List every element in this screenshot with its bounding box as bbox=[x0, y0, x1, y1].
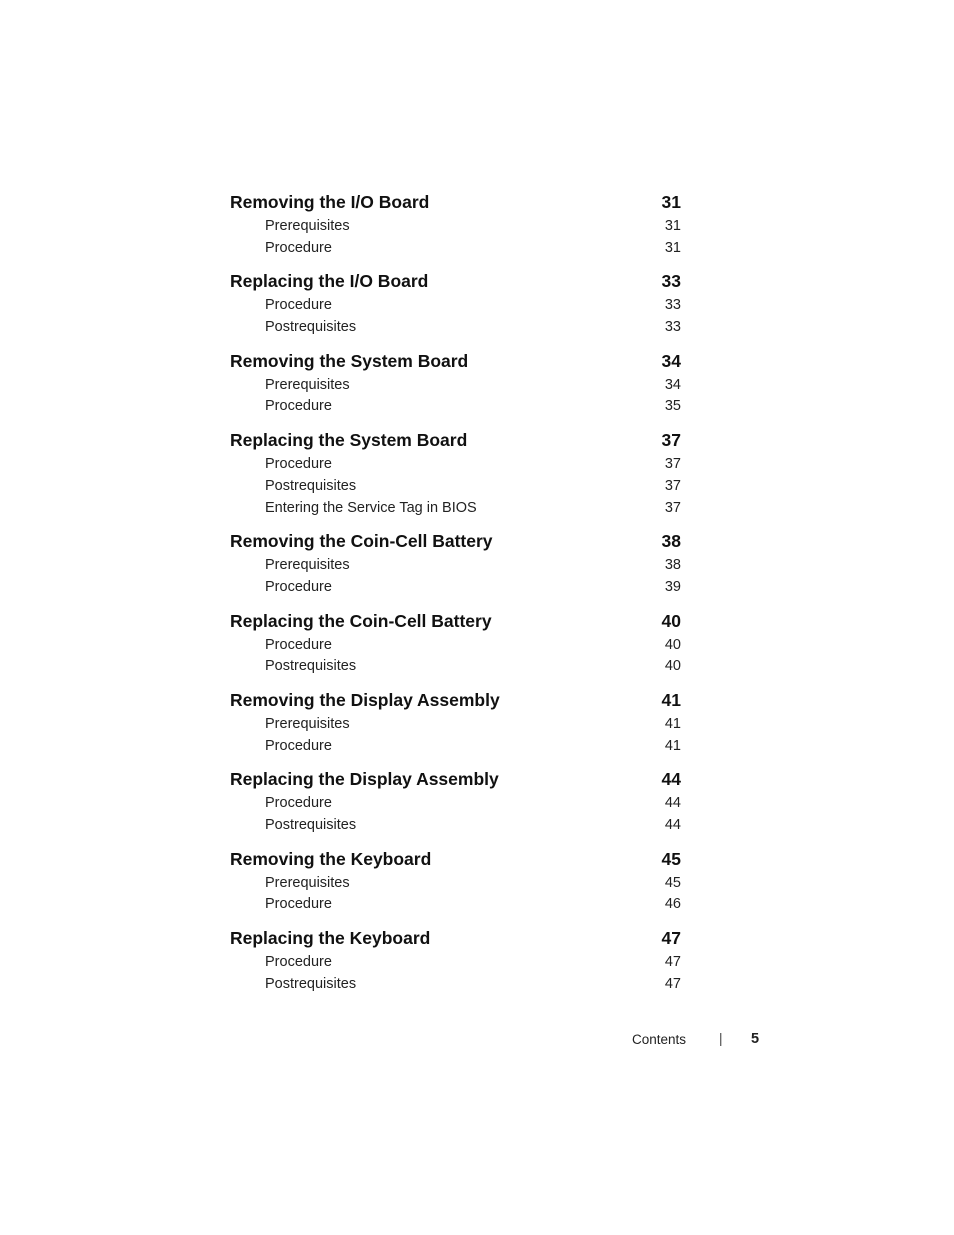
toc-entry[interactable] bbox=[230, 766, 681, 793]
toc-section bbox=[230, 766, 681, 836]
toc-entry-title: Replacing the Coin-Cell Battery bbox=[230, 610, 492, 631]
toc-subentry[interactable] bbox=[230, 238, 681, 260]
toc-subentry[interactable] bbox=[230, 635, 681, 657]
toc-subentry[interactable] bbox=[230, 317, 681, 339]
toc-entry-page: 45 bbox=[661, 848, 681, 869]
toc-subentry-page: 33 bbox=[664, 319, 681, 336]
toc-section bbox=[230, 925, 681, 995]
toc-entry-title: Replacing the Keyboard bbox=[230, 928, 431, 949]
footer-page-number: 5 bbox=[751, 1031, 760, 1047]
toc-subentry[interactable] bbox=[230, 498, 681, 520]
toc-subentry[interactable] bbox=[230, 873, 681, 895]
toc-subentry-label: Procedure bbox=[265, 954, 332, 971]
toc-subentry[interactable] bbox=[230, 974, 681, 996]
toc-entry[interactable] bbox=[230, 687, 681, 714]
toc-subentry-label: Prerequisites bbox=[265, 218, 350, 234]
toc-entry-title: Removing the I/O Board bbox=[230, 192, 430, 212]
toc-entry-page: 47 bbox=[661, 928, 681, 949]
toc-section bbox=[230, 189, 681, 259]
toc-subentry[interactable] bbox=[230, 793, 681, 815]
toc-section bbox=[230, 687, 681, 757]
toc-subentry[interactable] bbox=[230, 295, 681, 317]
toc-subentry-label: Prerequisites bbox=[265, 874, 350, 891]
toc-subentry[interactable] bbox=[230, 714, 681, 736]
toc-subentry-page: 41 bbox=[664, 715, 681, 732]
toc-subentry[interactable] bbox=[230, 375, 681, 397]
toc-section bbox=[230, 608, 681, 678]
toc-entry[interactable] bbox=[230, 348, 681, 375]
toc-entry-page: 37 bbox=[661, 430, 681, 451]
toc-entry[interactable] bbox=[230, 528, 681, 555]
toc-entry-title: Replacing the Display Assembly bbox=[230, 769, 499, 790]
footer-separator: | bbox=[719, 1031, 723, 1046]
toc-entry-page: 41 bbox=[661, 689, 681, 710]
toc-subentry-page: 35 bbox=[664, 398, 681, 415]
toc-entry-page: 34 bbox=[661, 350, 681, 371]
toc-subentry-page: 31 bbox=[664, 239, 681, 256]
toc-subentry[interactable] bbox=[230, 454, 681, 476]
toc-entry[interactable] bbox=[230, 846, 681, 873]
page-footer bbox=[632, 1030, 762, 1052]
toc-subentry-page: 37 bbox=[664, 499, 681, 516]
toc-entry-page: 31 bbox=[661, 192, 681, 212]
toc-subentry-page: 45 bbox=[664, 874, 681, 891]
toc-section bbox=[230, 348, 681, 418]
toc-entry-title: Removing the Keyboard bbox=[230, 848, 432, 869]
toc-subentry[interactable] bbox=[230, 952, 681, 974]
toc-subentry-label: Prerequisites bbox=[265, 715, 350, 732]
toc-section bbox=[230, 846, 681, 916]
toc-subentry-label: Procedure bbox=[265, 456, 332, 473]
toc-entry[interactable] bbox=[230, 925, 681, 952]
toc-subentry-page: 37 bbox=[664, 477, 681, 494]
toc-entry[interactable] bbox=[230, 189, 681, 216]
toc-subentry-page: 40 bbox=[664, 658, 681, 675]
toc-section bbox=[230, 268, 681, 338]
toc-subentry[interactable] bbox=[230, 894, 681, 916]
toc-subentry[interactable] bbox=[230, 577, 681, 599]
toc-subentry-label: Procedure bbox=[265, 896, 332, 913]
toc-subentry[interactable] bbox=[230, 736, 681, 758]
toc-subentry-label: Entering the Service Tag in BIOS bbox=[265, 499, 477, 516]
toc-subentry-label: Postrequisites bbox=[265, 477, 357, 494]
toc-subentry-label: Procedure bbox=[265, 795, 332, 812]
toc-subentry[interactable] bbox=[230, 555, 681, 577]
toc-entry-page: 44 bbox=[661, 769, 681, 790]
footer-section-label: Contents bbox=[632, 1032, 687, 1047]
toc-subentry-label: Postrequisites bbox=[265, 319, 357, 336]
toc-subentry-page: 34 bbox=[664, 376, 681, 393]
toc-subentry-page: 41 bbox=[664, 737, 681, 754]
toc-subentry-page: 39 bbox=[664, 578, 681, 595]
toc-section bbox=[230, 427, 681, 519]
toc-subentry-page: 46 bbox=[664, 896, 681, 913]
toc-subentry[interactable] bbox=[230, 476, 681, 498]
toc-subentry-page: 31 bbox=[664, 218, 681, 234]
toc-subentry-label: Procedure bbox=[265, 239, 332, 256]
toc-subentry-page: 47 bbox=[664, 954, 681, 971]
toc-subentry[interactable] bbox=[230, 656, 681, 678]
toc-entry-page: 33 bbox=[661, 271, 681, 292]
toc-subentry-label: Procedure bbox=[265, 737, 332, 754]
toc-entry[interactable] bbox=[230, 268, 681, 295]
toc-subentry[interactable] bbox=[230, 815, 681, 837]
toc-subentry-label: Procedure bbox=[265, 578, 332, 595]
toc-subentry-page: 38 bbox=[664, 557, 681, 574]
toc-subentry-page: 40 bbox=[664, 636, 681, 653]
toc-subentry-label: Prerequisites bbox=[265, 376, 350, 393]
toc-entry[interactable] bbox=[230, 608, 681, 635]
toc-subentry-label: Procedure bbox=[265, 398, 332, 415]
toc-subentry-page: 47 bbox=[664, 975, 681, 992]
toc-subentry-page: 37 bbox=[664, 456, 681, 473]
toc-entry[interactable] bbox=[230, 427, 681, 454]
table-of-contents bbox=[230, 189, 681, 995]
toc-subentry-label: Procedure bbox=[265, 297, 332, 314]
toc-subentry-label: Postrequisites bbox=[265, 658, 357, 675]
toc-entry-page: 40 bbox=[661, 610, 681, 631]
toc-entry-title: Replacing the System Board bbox=[230, 430, 468, 451]
toc-entry-page: 38 bbox=[661, 531, 681, 552]
toc-subentry-page: 44 bbox=[664, 795, 681, 812]
toc-entry-title: Removing the Coin-Cell Battery bbox=[230, 531, 493, 552]
toc-subentry-page: 44 bbox=[664, 817, 681, 833]
toc-subentry[interactable] bbox=[230, 396, 681, 418]
toc-subentry-label: Postrequisites bbox=[265, 817, 357, 833]
toc-entry-title: Removing the Display Assembly bbox=[230, 689, 500, 710]
toc-subentry[interactable] bbox=[230, 216, 681, 238]
toc-subentry-page: 33 bbox=[664, 297, 681, 314]
toc-entry-title: Removing the System Board bbox=[230, 350, 469, 371]
toc-subentry-label: Postrequisites bbox=[265, 975, 357, 992]
toc-subentry-label: Procedure bbox=[265, 636, 332, 653]
toc-subentry-label: Prerequisites bbox=[265, 557, 350, 574]
toc-entry-title: Replacing the I/O Board bbox=[230, 271, 429, 292]
toc-section bbox=[230, 528, 681, 598]
